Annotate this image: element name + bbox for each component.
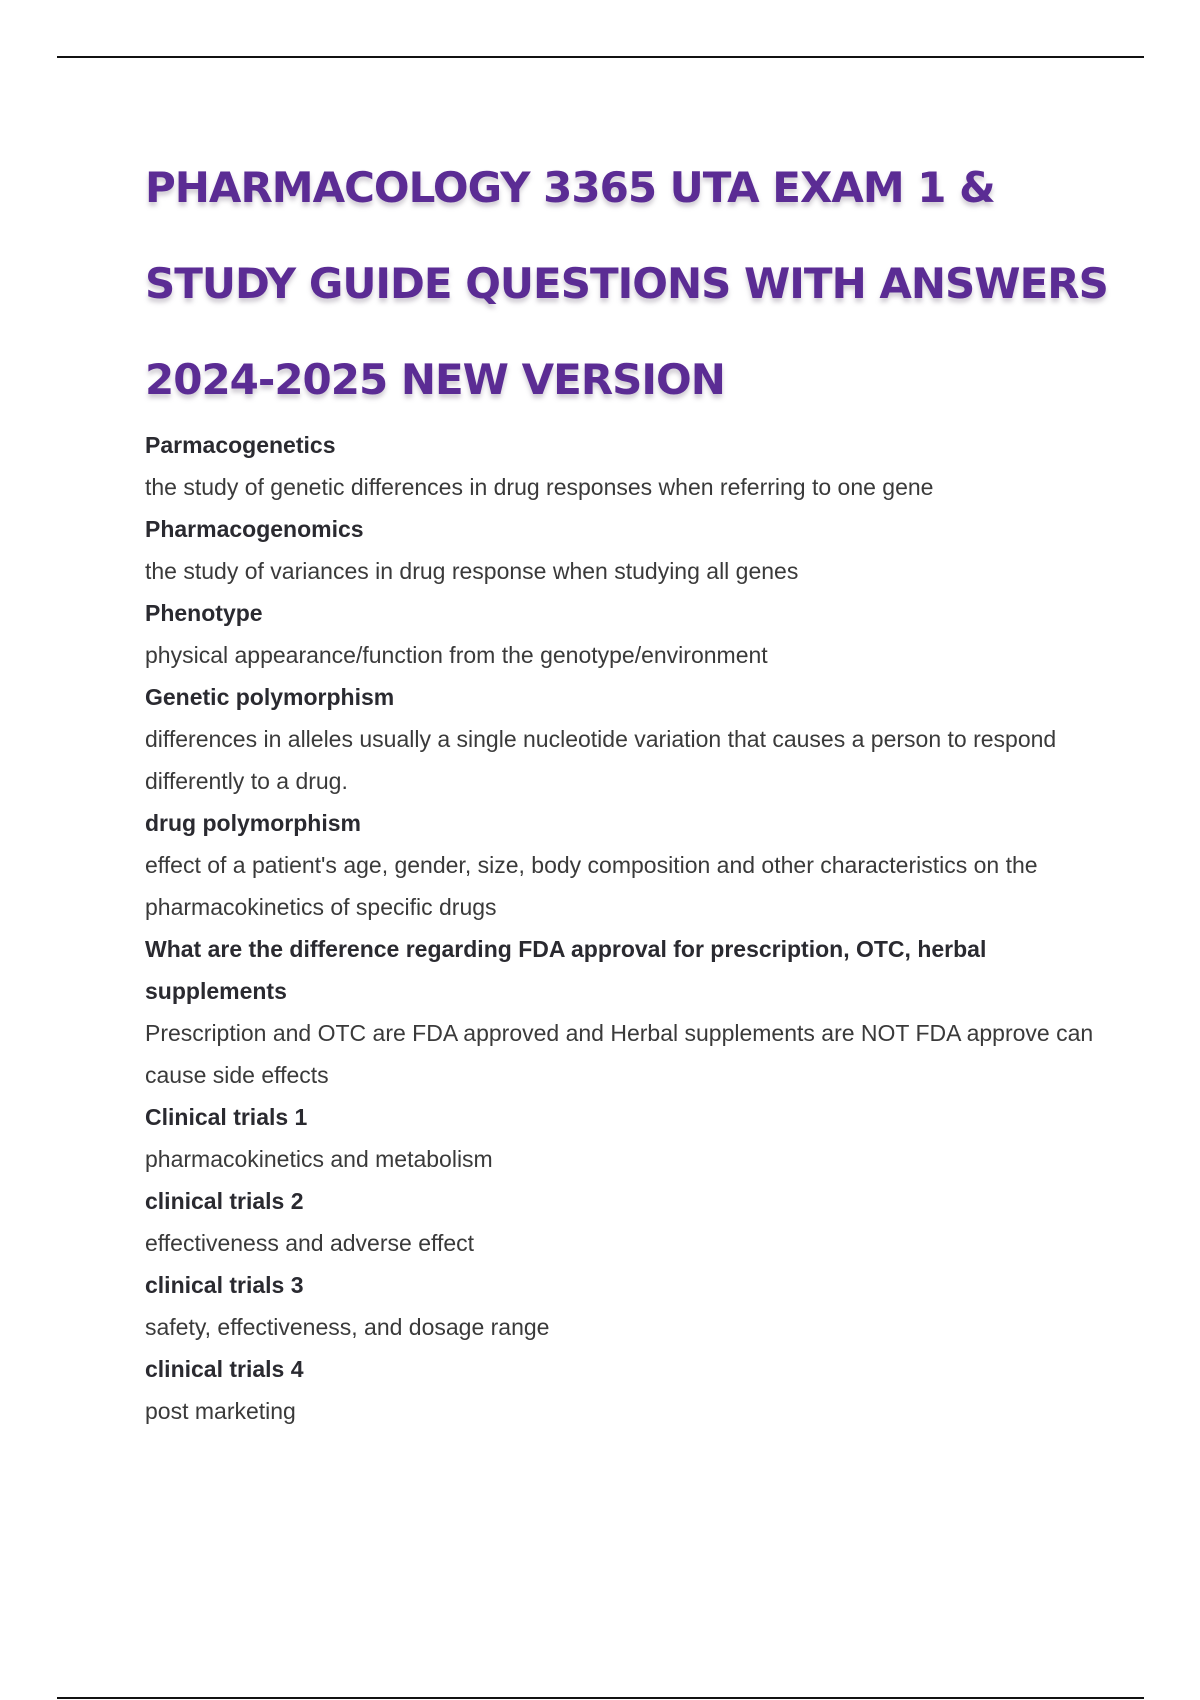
qa-definition: Prescription and OTC are FDA approved and Herbal supplements are NOT FDA approve can cause side effects: [145, 1020, 1094, 1088]
qa-term: clinical trials 3: [145, 1272, 304, 1298]
qa-term: Phenotype: [145, 600, 263, 626]
title-line-3: 2024-2025 NEW VERSION: [145, 355, 725, 404]
document-title: [145, 140, 1145, 428]
qa-definition: the study of genetic differences in drug responses when referring to one gene: [145, 474, 934, 500]
qa-item: [145, 1096, 1105, 1180]
qa-item: [145, 1348, 1105, 1432]
top-rule: [57, 56, 1144, 58]
qa-definition: physical appearance/function from the genotype/environment: [145, 642, 768, 668]
qa-definition: effect of a patient's age, gender, size, body composition and other characteristics on the pharmacokinetics of specific drugs: [145, 852, 1038, 920]
qa-term: What are the difference regarding FDA approval for prescription, OTC, herbal supplements: [145, 936, 987, 1004]
qa-definition: post marketing: [145, 1398, 296, 1424]
qa-term: Pharmacogenomics: [145, 516, 364, 542]
title-line-1: PHARMACOLOGY 3365 UTA EXAM 1 &: [145, 163, 995, 212]
qa-definition: effectiveness and adverse effect: [145, 1230, 475, 1256]
qa-term: Genetic polymorphism: [145, 684, 395, 710]
title-line-2: STUDY GUIDE QUESTIONS WITH ANSWERS: [145, 259, 1108, 308]
qa-item: [145, 676, 1105, 802]
qa-definition: safety, effectiveness, and dosage range: [145, 1314, 550, 1340]
qa-item: [145, 802, 1105, 928]
qa-definition: the study of variances in drug response when studying all genes: [145, 558, 799, 584]
bottom-rule: [57, 1697, 1144, 1699]
qa-term: drug polymorphism: [145, 810, 361, 836]
qa-definition: pharmacokinetics and metabolism: [145, 1146, 493, 1172]
qa-item: [145, 424, 1105, 508]
qa-definition: differences in alleles usually a single nucleotide variation that causes a person to respond differently to a drug.: [145, 726, 1057, 794]
qa-term: Clinical trials 1: [145, 1104, 308, 1130]
qa-item: [145, 1264, 1105, 1348]
qa-item: [145, 592, 1105, 676]
qa-item: [145, 1180, 1105, 1264]
qa-term: Parmacogenetics: [145, 432, 336, 458]
qa-term: clinical trials 4: [145, 1356, 304, 1382]
qa-term: clinical trials 2: [145, 1188, 304, 1214]
qa-item: [145, 508, 1105, 592]
qa-item: [145, 928, 1105, 1096]
qa-list: [145, 424, 1105, 1432]
